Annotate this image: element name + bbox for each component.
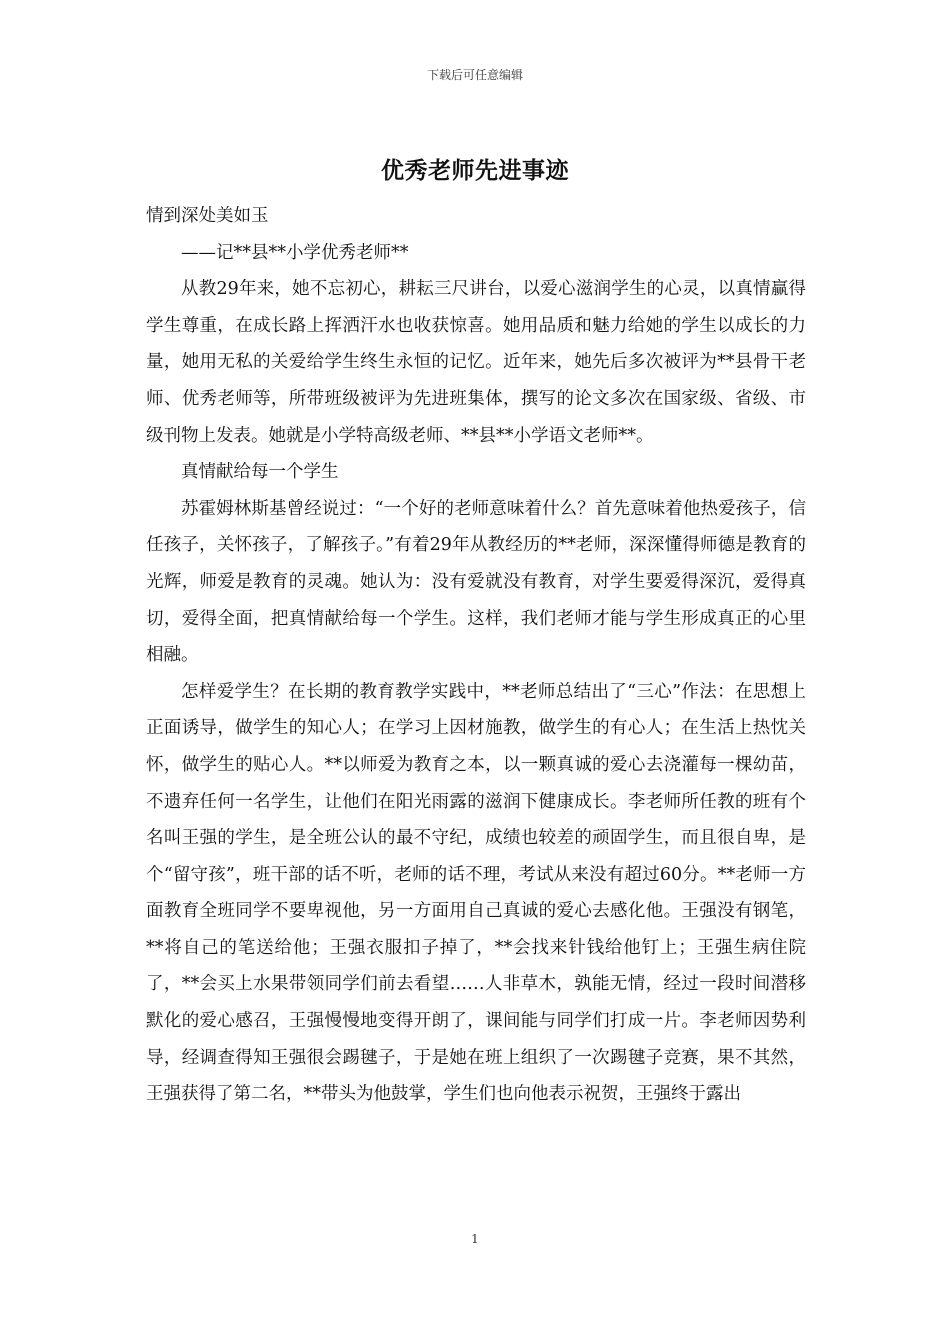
paragraph-quote: 苏霍姆林斯基曾经说过：“一个好的老师意味着什么？首先意味着他热爱孩子，信任孩子，关怀孩子，了解孩子。”有着29年从教经历的**老师，深深懂得师德是教育的光辉，师爱是教育的灵魂。她认为：没有爱就没有教育，对学生要爱得深沉，爱得真切，爱得全面，把真情献给每一个学生。这样，我们老师才能与学生形成真正的心里相融。 xyxy=(146,498,806,666)
page-header: 下载后可任意编辑 xyxy=(426,68,523,82)
document-byline: ——记**县**小学优秀老师** xyxy=(181,242,409,263)
paragraph-intro: 从教29年来，她不忘初心，耕耘三尺讲台，以爱心滋润学生的心灵，以真情赢得学生尊重，在成长路上挥洒汗水也收获惊喜。她用品质和魅力给她的学生以成长的力量，她用无私的关爱给学生终生永恒的记忆。近年来，她先后多次被评为**县骨干老师、优秀老师等，所带班级被评为先进班集体，撰写的论文多次在国家级、省级、市级刊物上发表。她就是小学特高级老师、**县**小学语文老师**。 xyxy=(146,279,806,446)
document-body xyxy=(146,198,806,1113)
page-number: 1 xyxy=(471,1232,479,1246)
paragraph-practice: 怎样爱学生？在长期的教育教学实践中，**老师总结出了“三心”作法：在思想上正面诱导，做学生的知心人；在学习上因材施教，做学生的有心人；在生活上热忱关怀，做学生的贴心人。**以师爱为教育之本，以一颗真诚的爱心去浇灌每一棵幼苗，不遗弃任何一名学生，让他们在阳光雨露的滋润下健康成长。李老师所任教的班有个名叫王强的学生，是全班公认的最不守纪，成绩也较差的顽固学生，而且很自卑，是个“留守孩”，班干部的话不听，老师的话不理，考试从来没有超过60分。**老师一方面教育全班同学不要卑视他，另一方面用自己真诚的爱心去感化他。王强没有钢笔，**将自己的笔送给他；王强衣服扣子掉了，**会找来针钱给他钉上；王强生病住院了，**会买上水果带领同学们前去看望……人非草木，孰能无情，经过一段时间潜移默化的爱心感召，王强慢慢地变得开朗了，课间能与同学们打成一片。李老师因势利导，经调查得知王强很会踢毽子，于是她在班上组织了一次踢毽子竞赛，果不其然，王强获得了第二名，**带头为他鼓掌，学生们也向他表示祝贺，王强终于露出 xyxy=(146,681,806,1105)
section-heading: 真情献给每一个学生 xyxy=(181,462,339,483)
document-subtitle: 情到深处美如玉 xyxy=(146,206,269,226)
document-title: 优秀老师先进事迹 xyxy=(381,157,569,184)
